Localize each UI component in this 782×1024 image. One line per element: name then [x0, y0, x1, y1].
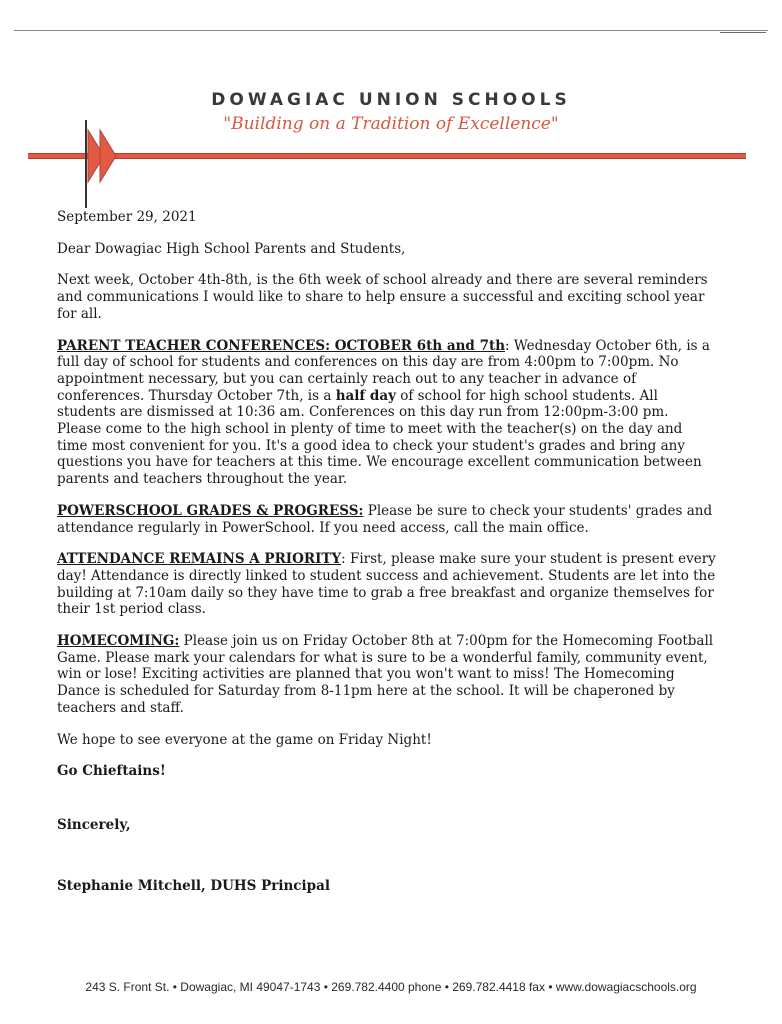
- intro-paragraph: Next week, October 4th-8th, is the 6th week of school already and there are several reminders and communications I would like to share to help ensure a successful and exciting school year for all.: [57, 272, 708, 322]
- signature: Stephanie Mitchell, DUHS Principal: [57, 877, 330, 894]
- letter-date: September 29, 2021: [57, 209, 197, 225]
- attendance-text: : First, please make sure your student is present every day! Attendance is directly linked to student success and achievement. Students are let into the building at 7:10am daily so they have time to grab a free breakfast and organize themselves for their 1st period class.: [57, 551, 716, 618]
- attendance-paragraph: [57, 551, 717, 618]
- letter-body: [57, 209, 717, 909]
- signoff: Sincerely,: [57, 816, 131, 833]
- motto: "Building on a Tradition of Excellence": [223, 114, 559, 134]
- footer-contact: 243 S. Front St. • Dowagiac, MI 49047-1743 • 269.782.4400 phone • 269.782.4418 fax • www.dowagiacschools.org: [85, 980, 697, 994]
- cheer-line: Go Chieftains!: [57, 763, 166, 780]
- conferences-heading: PARENT TEACHER CONFERENCES: OCTOBER 6th and 7th: [57, 337, 506, 354]
- organization-name: DOWAGIAC UNION SCHOOLS: [211, 90, 571, 110]
- conferences-text-2: of school for high school students. All students are dismissed at 10:36 am. Conferences on this day run from 12:00pm-3:00 pm. Please come to the high school in plenty of time to meet with the teacher(s) on the day and time most convenient for you. It's a good idea to check your student's grades and bring any questions you have for teachers at this time. We encourage excellent communication between parents and teachers throughout the year.: [57, 387, 702, 488]
- letterhead-red-bar: [28, 153, 746, 159]
- powerschool-text: Please be sure to check your students' grades and attendance regularly in PowerSchool. If you need access, call the main office.: [57, 502, 713, 536]
- letter-greeting: Dear Dowagiac High School Parents and Students,: [57, 240, 406, 257]
- arrowhead-logo-icon: [80, 118, 120, 210]
- homecoming-text: Please join us on Friday October 8th at 7:00pm for the Homecoming Football Game. Please mark your calendars for what is sure to be a wonderful family, community event, win or lose! Exciting activities are planned that you won't want to miss! The Homecoming Dance is scheduled for Saturday from 8-11pm here at the school. It will be chaperoned by teachers and staff.: [57, 633, 714, 716]
- powerschool-heading: POWERSCHOOL GRADES & PROGRESS:: [57, 502, 364, 519]
- conferences-text-1: : Wednesday October 6th, is a full day of school for students and conferences on this day are from 4:00pm to 7:00pm. No appointment necessary, but you can certainly reach out to any teacher in advance of conferences. Thursday October 7th, is a: [57, 337, 710, 404]
- top-rule: [14, 30, 768, 31]
- homecoming-heading: HOMECOMING:: [57, 633, 180, 650]
- attendance-heading: ATTENDANCE REMAINS A PRIORITY: [57, 551, 342, 568]
- conferences-paragraph: [57, 338, 717, 488]
- homecoming-paragraph: [57, 633, 717, 717]
- powerschool-paragraph: [57, 503, 717, 536]
- top-rule-mark: [720, 32, 766, 33]
- hope-line: We hope to see everyone at the game on Friday Night!: [57, 731, 432, 748]
- half-day-emphasis: half day: [335, 387, 396, 404]
